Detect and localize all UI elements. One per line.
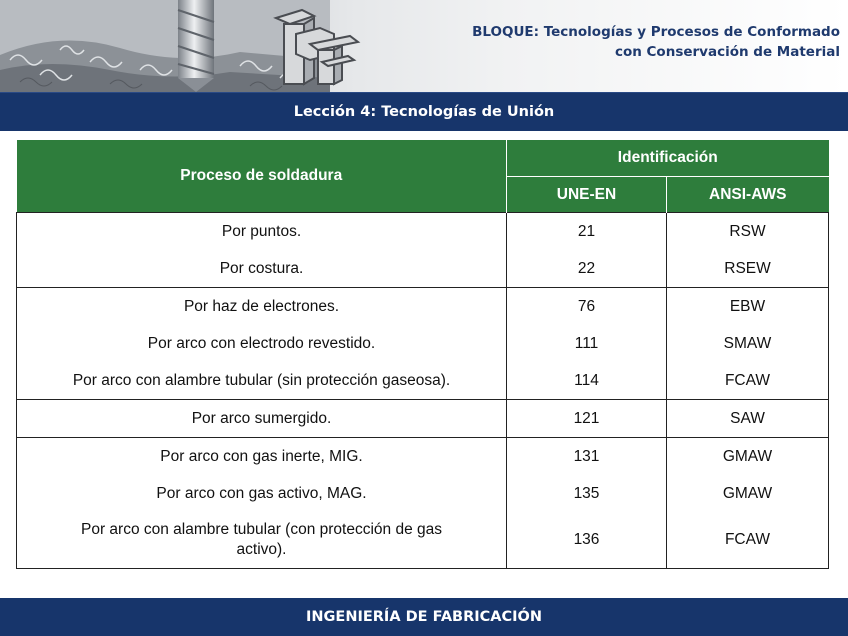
lesson-title: Lección 4: Tecnologías de Unión	[0, 92, 848, 131]
process-cell: Por puntos.	[221, 222, 302, 240]
process-cell: Por arco con alambre tubular (sin protección gaseosa).	[72, 371, 451, 389]
ansi-code-cell: GMAW	[667, 475, 829, 512]
table-row	[17, 400, 829, 438]
process-cell: Por arco con alambre tubular (con protección de gas activo).	[17, 512, 507, 569]
block-title-line2: con Conservación de Material	[614, 44, 840, 60]
block-title	[472, 22, 840, 62]
ansi-code-cell: RSW	[667, 213, 829, 251]
header-une-en: UNE-EN	[507, 177, 667, 213]
process-cell: Por haz de electrones.	[17, 288, 507, 326]
table-row	[17, 250, 829, 288]
block-title-line1: BLOQUE: Tecnologías y Procesos de Conformado	[472, 24, 840, 40]
process-cell: Por arco con gas activo, MAG.	[156, 484, 367, 502]
header-identification: Identificación	[507, 140, 829, 177]
une-code-cell: 21	[507, 213, 667, 251]
une-code-cell: 136	[507, 512, 667, 569]
table-row	[17, 325, 829, 362]
ipf-logo-icon	[262, 4, 362, 88]
table-row	[17, 288, 829, 326]
ansi-code-cell: GMAW	[667, 438, 829, 476]
une-code-cell: 121	[507, 400, 667, 438]
ansi-code-cell: FCAW	[667, 512, 829, 569]
header-ansi-aws: ANSI-AWS	[667, 177, 829, 213]
header-banner	[0, 0, 848, 92]
une-code-cell: 131	[507, 438, 667, 476]
une-code-cell: 135	[507, 475, 667, 512]
table-row	[17, 438, 829, 476]
table-row	[17, 362, 829, 400]
une-code-cell: 22	[507, 250, 667, 288]
process-cell: Por costura.	[219, 259, 304, 277]
header-process: Proceso de soldadura	[17, 140, 507, 213]
ansi-code-cell: EBW	[667, 288, 829, 326]
table-row	[17, 512, 829, 569]
welding-process-table	[16, 140, 829, 569]
process-cell: Por arco con gas inerte, MIG.	[17, 438, 507, 476]
process-cell: Por arco con electrodo revestido.	[147, 334, 376, 352]
une-code-cell: 111	[507, 325, 667, 362]
une-code-cell: 114	[507, 362, 667, 400]
footer-title: INGENIERÍA DE FABRICACIÓN	[0, 598, 848, 636]
ansi-code-cell: FCAW	[667, 362, 829, 400]
ansi-code-cell: SAW	[667, 400, 829, 438]
table-row	[17, 475, 829, 512]
process-cell: Por arco sumergido.	[17, 400, 507, 438]
ansi-code-cell: SMAW	[667, 325, 829, 362]
table-row	[17, 213, 829, 251]
une-code-cell: 76	[507, 288, 667, 326]
ansi-code-cell: RSEW	[667, 250, 829, 288]
